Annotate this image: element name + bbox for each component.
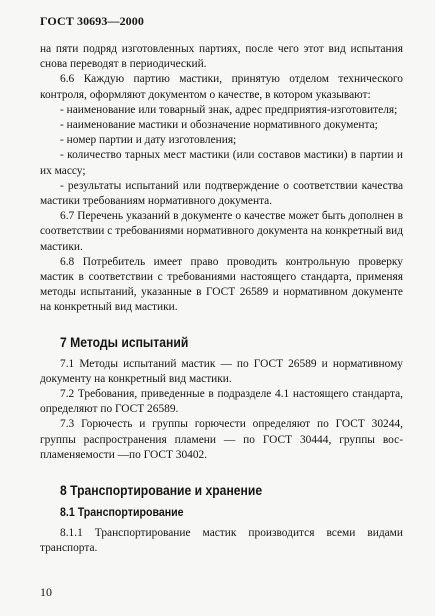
paragraph-7-2: 7.2 Требования, приведенные в подразделе 4.1 настоящего стандарта, определяют по ГОСТ 26589. (40, 388, 403, 416)
paragraph-6-8: 6.8 Потребитель имеет право проводить контрольную проверку мастик в соответствии с требованиями настоящего стандарта, применяя методы испытаний, указанные в ГОСТ 26589 и нормативном документе на конкретный вид мастики. (40, 255, 403, 314)
list-item: - номер партии и дату изготовления; (60, 134, 237, 147)
list-item: - результаты испытаний или подтверждение о соответствии качества мастики требованиям нормативного документа. (40, 179, 403, 208)
paragraph-6-6: 6.6 Каждую партию мастики, принятую отделом технического контроля, оформляют документом о качестве, в котором указывают: (40, 73, 403, 101)
subsection-heading-8-1: 8.1 Транспортирование (60, 505, 184, 520)
paragraph-7-3: 7.3 Горючесть и группы горючести определяют по ГОСТ 30244, группы распространения пламени — по ГОСТ 30444, группы воспламеняемости —по ГОСТ 30402. (40, 418, 403, 461)
page-number: 10 (40, 585, 52, 599)
paragraph: на пяти подряд изготовленных партиях, после чего этот вид испытания снова переводят в периодический. (40, 43, 403, 71)
document-body (40, 42, 403, 556)
paragraph-7-1: 7.1 Методы испытаний мастик — по ГОСТ 26589 и нормативному документу на конкретный вид мастики. (40, 357, 403, 385)
paragraph-6-7: 6.7 Перечень указаний в документе о качестве может быть дополнен в соответствии с требованиями нормативного документа на конкретный вид мастики. (40, 210, 403, 253)
document-header: ГОСТ 30693—2000 (40, 14, 144, 28)
list-item: - количество тарных мест мастики (или составов мастики) в партии и их массу; (40, 149, 403, 177)
section-heading-8: 8 Транспортирование и хранение (60, 483, 263, 499)
section-heading-7: 7 Методы испытаний (60, 334, 189, 350)
list-item: - наименование или товарный знак, адрес предприятия-изготовителя; (60, 103, 398, 116)
paragraph-8-1-1: 8.1.1 Транспортирование мастик производится всеми видами транспорта. (40, 527, 403, 555)
list-item: - наименование мастики и обозначение нормативного документа; (60, 119, 378, 132)
